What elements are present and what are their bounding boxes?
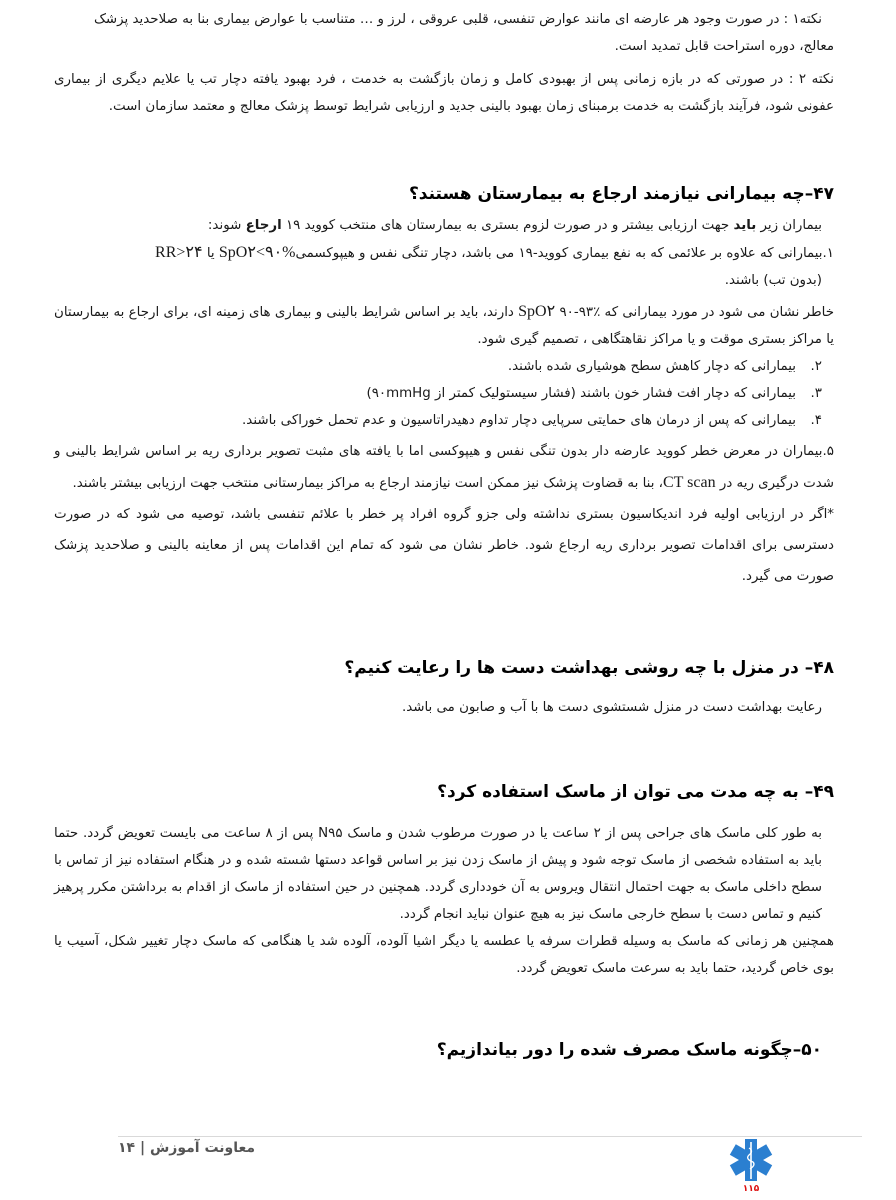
note-2: [54, 66, 834, 120]
intro-text-b: جهت ارزیابی بیشتر و در صورت لزوم بستری به بیمارستان های منتخب کووید ۱۹: [281, 218, 734, 233]
intro-bold-refer: ارجاع: [245, 218, 282, 233]
item-4-text: بیمارانی که پس از درمان های حمایتی سرپایی دچار تداوم دهیدراتاسیون و عدم تحمل خوراکی باشند.: [242, 413, 796, 428]
spo2-note-b: دارند، باید بر اساس شرایط بالینی و بیماری های زمینه ای، برای ارجاع به بیمارستان یا مراکز بستری موقت و یا مراکز نقاهتگاهی ، تصمیم گیری شود.: [54, 305, 834, 347]
spo2-note: [54, 298, 834, 353]
item-2-text: بیمارانی که دچار کاهش سطح هوشیاری شده باشند.: [507, 359, 796, 374]
intro-bold-must: باید: [733, 218, 757, 233]
section-47-intro: [54, 212, 834, 239]
note-1: [54, 6, 834, 60]
spo2-note-latin: SpO۲: [518, 303, 556, 320]
item-5: [54, 436, 834, 499]
item-1-cont: (بدون تب) باشند.: [724, 273, 822, 288]
section-50-title: ۵۰–چگونه ماسک مصرف شده را دور بیاندازیم؟: [436, 1040, 822, 1060]
item-5-ct-scan: CT scan: [663, 474, 716, 491]
intro-text-c: شوند:: [207, 218, 246, 233]
note-2-text: نکته ۲ : در صورتی که در بازه زمانی پس از بهبودی کامل و زمان بازگشت به خدمت ، فرد بهبود یافته دچار تب یا علایم دیگری از بیماری عفونی شود، فرآیند بازگشت به خدمت برمبنای زمان بهبود بالینی جدید و ارزیابی شرایط توسط پزشک معالج و معتمد سازمان است.: [54, 72, 834, 114]
item-3: [54, 380, 834, 407]
item-1-text: ۱.بیمارانی که علاوه بر علائمی که به نفع بیماری کووید-۱۹ می باشد، دچار تنگی نفس و هیپوکسمی: [295, 246, 834, 261]
logo-number-115: ۱۱۵: [742, 1184, 760, 1194]
spo2-note-a: خاطر نشان می شود در مورد بیمارانی که ٪۹۳-۹۰: [555, 305, 834, 320]
item-1: [54, 239, 834, 267]
section-47-title: ۴۷–چه بیمارانی نیازمند ارجاع به بیمارستان هستند؟: [408, 184, 834, 204]
item-1-spo2: SpO۲<۹۰%: [218, 244, 296, 261]
star-of-life-icon: [728, 1136, 774, 1184]
section-49-title: ۴۹– به چه مدت می توان از ماسک استفاده کرد؟: [437, 782, 834, 802]
star-note: *اگر در ارزیابی اولیه فرد اندیکاسیون بستری نداشته ولی جزو گروه افراد پر خطر با علائم تنفسی باشد، توصیه می شود که در صورت دسترسی برای اقدامات تصویر برداری ریه ارجاع شود. خاطر نشان می شود که تمام این اقدامات پس از معاینه بالینی و صلاحدید پزشک صورت می گیرد.: [54, 507, 834, 584]
item-1-or: یا: [202, 246, 219, 261]
footer-department-page: معاونت آموزش | ۱۴: [118, 1140, 256, 1156]
section-49: [54, 778, 834, 982]
section-48-title: ۴۸– در منزل با چه روشی بهداشت دست ها را رعایت کنیم؟: [344, 658, 834, 678]
note-1-line-2: معالج، دوره استراحت قابل تمدید است.: [614, 39, 834, 54]
note-1-line-1: نکته۱ : در صورت وجود هر عارضه ای مانند عوارض تنفسی، قلبی عروقی ، لرز و … متناسب با عوارض بیماری بنا به صلاحدید پزشک: [93, 12, 822, 27]
section-47: [54, 180, 834, 592]
section-48: [54, 654, 834, 721]
item-4-number: ۴.: [810, 413, 822, 428]
item-1-rr: RR>۲۴: [155, 244, 203, 261]
item-2: [54, 353, 834, 380]
section-48-body: رعایت بهداشت دست در منزل شستشوی دست ها با آب و صابون می باشد.: [401, 700, 822, 715]
item-2-number: ۲.: [810, 359, 822, 374]
item-5-text-a: ۵.بیماران در معرض خطر کووید عارضه دار بدون تنگی نفس و هیپوکسی اما با یافته های مثبت تصویر برداری ریه بر اساس شرایط بالینی و شدت درگیری ریه در: [54, 444, 834, 491]
item-3-number: ۳.: [810, 386, 822, 401]
intro-text-a: بیماران زیر: [756, 218, 822, 233]
item-4: [54, 407, 834, 434]
star-of-life-logo: [728, 1136, 774, 1198]
section-50: [54, 1036, 834, 1064]
item-3-text: بیمارانی که دچار افت فشار خون باشند (فشار سیستولیک کمتر از ۹۰mmHg): [366, 386, 796, 401]
section-49-p1: به طور کلی ماسک های جراحی پس از ۲ ساعت یا در صورت مرطوب شدن و ماسک N۹۵ پس از ۸ ساعت می بایست تعویض گردد. حتما باید به استفاده شخصی از ماسک توجه شود و پیش از ماسک زدن نیز بر اساس قواعد دستها شسته شده و در هنگام استفاده نیز از تماس با سطح داخلی ماسک به جهت احتمال انتقال ویروس به آن خودداری گردد. همچنین در حین استفاده از ماسک از اقدام به برداشتن مکرر پرهیز کنیم و تماس دست با سطح خارجی ماسک نیز به هیچ عنوان نباید انجام گردد.: [54, 826, 823, 922]
section-49-p2: همچنین هر زمانی که ماسک به وسیله قطرات سرفه یا عطسه یا دیگر اشیا آلوده، آلوده شد یا هنگامی که ماسک دچار تغییر شکل، آسیب یا بوی خاص گردید، حتما باید به سرعت ماسک تعویض گردد.: [54, 934, 834, 976]
item-5-text-b: ، بنا به قضاوت پزشک نیز ممکن است نیازمند ارجاع به مراکز بیمارستانی منتخب جهت ارزیابی بیشتر باشند.: [72, 476, 663, 491]
